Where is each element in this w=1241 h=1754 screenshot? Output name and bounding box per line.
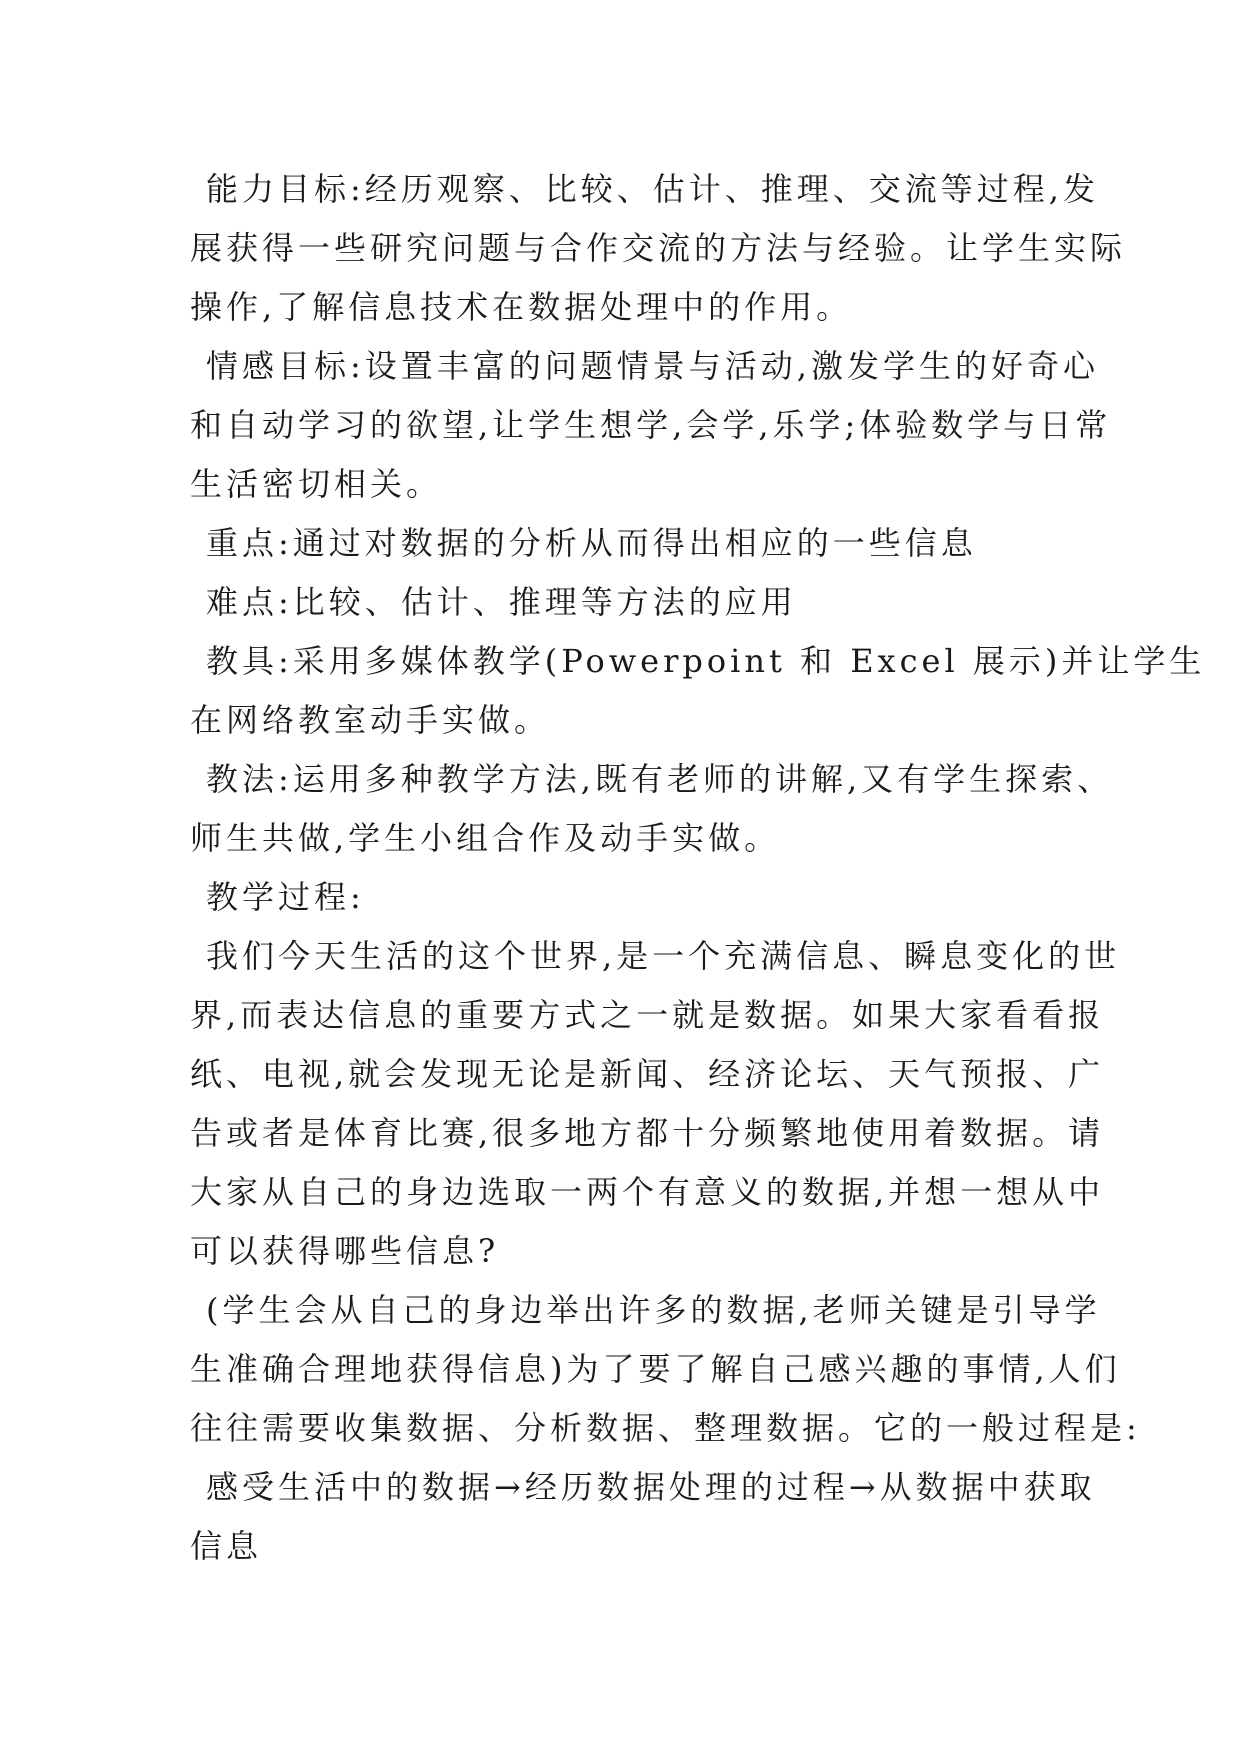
text-line: 操作,了解信息技术在数据处理中的作用。 xyxy=(190,288,853,326)
text-line: 大家从自己的身边选取一两个有意义的数据,并想一想从中 xyxy=(190,1173,1105,1211)
text-line: 情感目标:设置丰富的问题情景与活动,激发学生的好奇心 xyxy=(206,347,1099,385)
text-line: 师生共做,学生小组合作及动手实做。 xyxy=(190,819,781,857)
text-line: 信息 xyxy=(190,1527,263,1565)
text-line: 生活密切相关。 xyxy=(190,465,443,503)
text-line: 教学过程: xyxy=(206,878,365,916)
text-line: 可以获得哪些信息? xyxy=(190,1232,500,1270)
text-line: 感受生活中的数据→经历数据处理的过程→从数据中获取 xyxy=(206,1468,1096,1506)
document-body xyxy=(190,160,1206,1576)
text-line: 告或者是体育比赛,很多地方都十分频繁地使用着数据。请 xyxy=(190,1114,1105,1152)
text-line: 能力目标:经历观察、比较、估计、推理、交流等过程,发 xyxy=(206,170,1099,208)
text-line: 生准确合理地获得信息)为了要了解自己感兴趣的事情,人们 xyxy=(190,1350,1121,1388)
text-line: 教法:运用多种教学方法,既有老师的讲解,又有学生探索、 xyxy=(206,760,1114,798)
text-line: 往往需要收集数据、分析数据、整理数据。它的一般过程是: xyxy=(190,1409,1141,1447)
text-line: 纸、电视,就会发现无论是新闻、经济论坛、天气预报、广 xyxy=(190,1055,1105,1093)
text-line: (学生会从自己的身边举出许多的数据,老师关键是引导学 xyxy=(206,1291,1101,1329)
text-line: 展获得一些研究问题与合作交流的方法与经验。让学生实际 xyxy=(190,229,1127,267)
text-line: 重点:通过对数据的分析从而得出相应的一些信息 xyxy=(206,524,977,562)
text-line: 在网络教室动手实做。 xyxy=(190,701,551,739)
text-line: 难点:比较、估计、推理等方法的应用 xyxy=(206,583,797,621)
text-line: 界,而表达信息的重要方式之一就是数据。如果大家看看报 xyxy=(190,996,1105,1034)
text-line: 教具:采用多媒体教学(Powerpoint 和 Excel 展示)并让学生 xyxy=(206,642,1206,680)
text-line: 和自动学习的欲望,让学生想学,会学,乐学;体验数学与日常 xyxy=(190,406,1112,444)
text-line: 我们今天生活的这个世界,是一个充满信息、瞬息变化的世 xyxy=(206,937,1121,975)
